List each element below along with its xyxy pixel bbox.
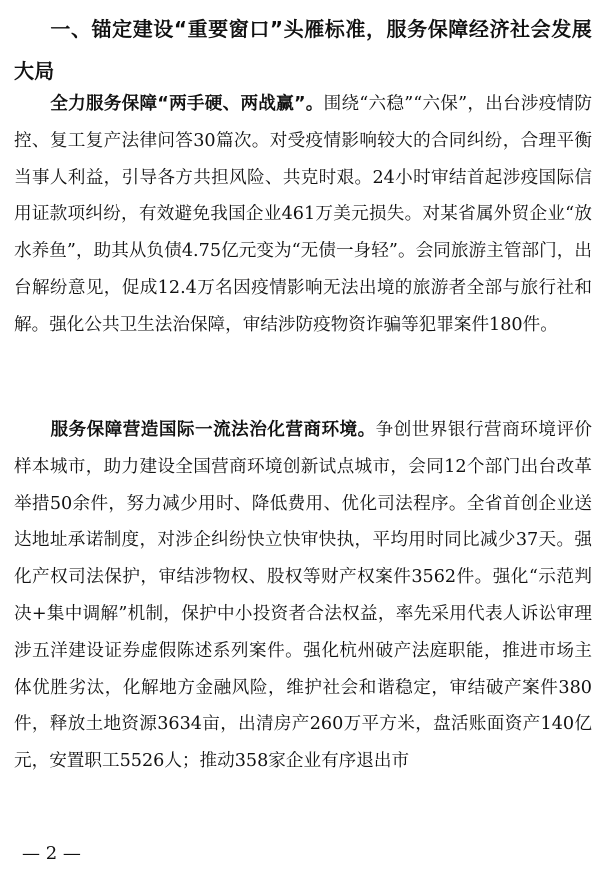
paragraph-body-text: 争创世界银行营商环境评价样本城市，助力建设全国营商环境创新试点城市，会同12个部门出台改革举措50余件，努力减少用时、降低费用、优化司法程序。全省首创企业送达地址承诺制度，对涉企纠纷快立快审快执，平均用时同比减少37天。强化产权司法保护，审结涉物权、股权等财产权案件3562件。强化“示范判决+集中调解”机制，保护中小投资者合法权益，率先采用代表人诉讼审理涉五洋建设证券虚假陈述系列案件。强化杭州破产法庭职能，推进市场主体优胜劣汰，化解地方金融风险，维护社会和谐稳定，审结破产案件380件，释放土地资源3634亩，出清房产260万平方米，盘活账面资产140亿元，安置职工5526人；推动358家企业有序退出市 (14, 420, 592, 772)
paragraph-business-environment (14, 412, 592, 780)
paragraph-pandemic-support (14, 86, 592, 344)
section-heading-text: 一、锚定建设“重要窗口”头雁标准，服务保障经济社会发展大局 (14, 17, 592, 83)
paragraph-body-text: 围绕“六稳”“六保”，出台涉疫情防控、复工复产法律问答30篇次。对受疫情影响较大的合同纠纷，合理平衡当事人利益，引导各方共担风险、共克时艰。24小时审结首起涉疫国际信用证款项纠纷，有效避免我国企业461万美元损失。对某省属外贸企业“放水养鱼”，助其从负债4.75亿元变为“无债一身轻”。会同旅游主管部门，出台解纷意见，促成12.4万名因疫情影响无法出境的旅游者全部与旅行社和解。强化公共卫生法治保障，审结涉防疫物资诈骗等犯罪案件180件。 (14, 94, 592, 335)
section-heading (14, 8, 592, 92)
paragraph-lead-sentence: 全力服务保障“两手硬、两战赢”。 (50, 94, 324, 114)
paragraph-lead-sentence: 服务保障营造国际一流法治化营商环境。 (50, 420, 376, 440)
page-number: — 2 — (22, 843, 81, 864)
